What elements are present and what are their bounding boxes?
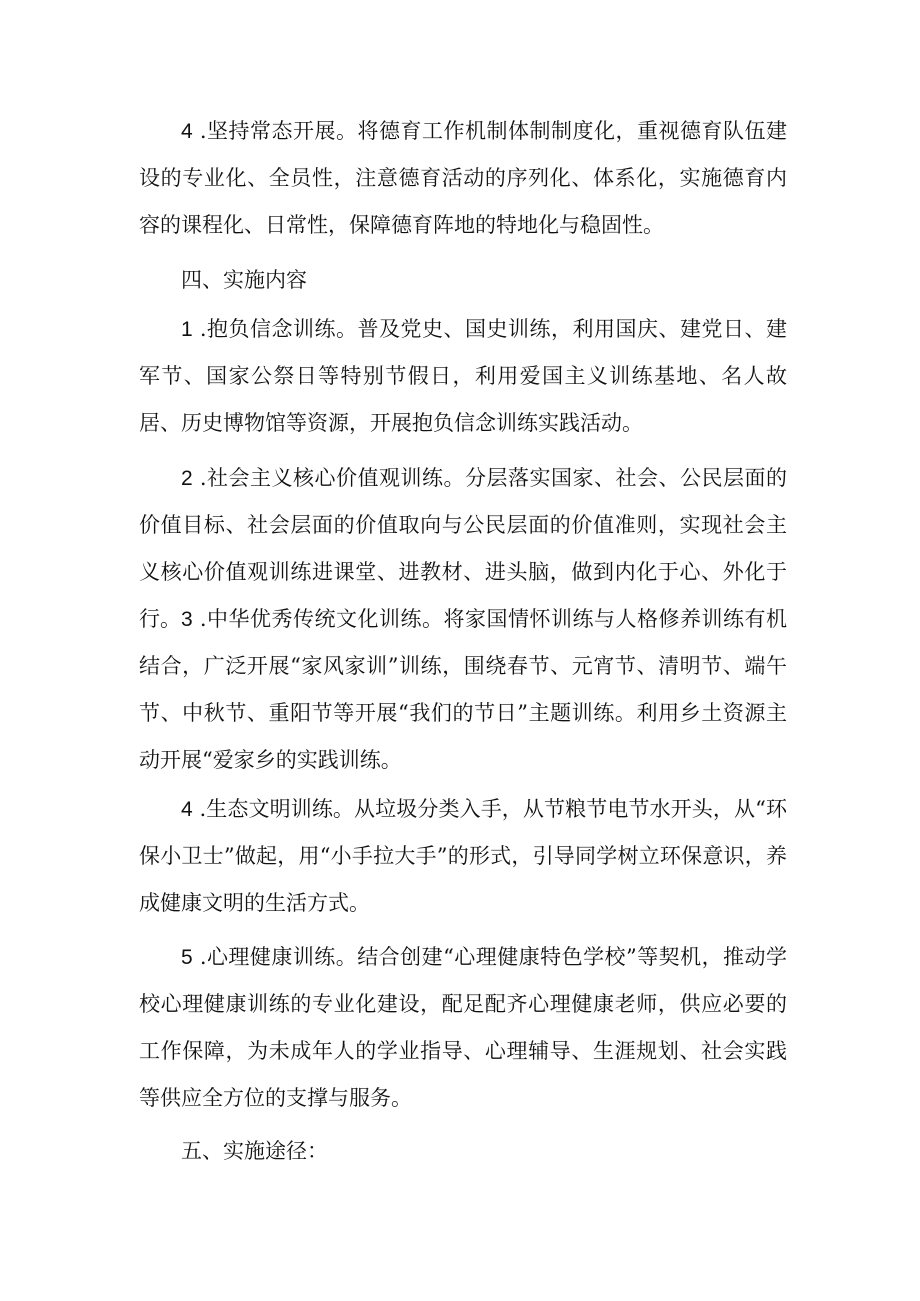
item-number: 1 (181, 318, 193, 341)
section-heading-implementation-approach: 五、实施途径： (181, 1139, 328, 1163)
item-number: 4 (181, 120, 193, 143)
item-number: 4 (181, 798, 193, 821)
paragraph-text: .心理健康训练。结合创建“心理健康特色学校”等契机，推动学校心理健康训练的专业化建设，配足配齐心理健康老师，供应必要的工作保障，为未成年人的学业指导、心理辅导、生涯规划、社会实践等供应全方位的支撑与服务。 (139, 945, 787, 1110)
item-number: 2 (181, 467, 193, 490)
section-heading-implementation-content: 四、实施内容 (181, 268, 307, 292)
paragraph-text: .坚持常态开展。将德育工作机制体制制度化，重视德育队伍建设的专业化、全员性，注意德育活动的序列化、体系化，实施德育内容的课程化、日常性，保障德育阵地的特地化与稳固性。 (139, 119, 787, 237)
paragraph-5-mental-health (139, 934, 787, 1122)
paragraph-text: .抱负信念训练。普及党史、国史训练，利用国庆、建党日、建军节、国家公祭日等特别节假日，利用爱国主义训练基地、名人故居、历史博物馆等资源，开展抱负信念训练实践活动。 (139, 317, 787, 435)
paragraph-1-ideal-belief (139, 306, 787, 447)
paragraph-3-traditional-culture (139, 596, 787, 784)
paragraph-4-persist-regular (139, 108, 787, 249)
paragraph-text: .中华优秀传统文化训练。将家国情怀训练与人格修养训练有机结合，广泛开展“家风家训”训练，围绕春节、元宵节、清明节、端午节、中秋节、重阳节等开展“我们的节日”主题训练。利用乡土资源主动开展“爱家乡的实践训练。 (139, 607, 787, 772)
item-number: 5 (181, 946, 193, 969)
paragraph-4-ecological (139, 786, 787, 927)
item-number: 3 (181, 608, 193, 631)
paragraph-text: .生态文明训练。从垃圾分类入手，从节粮节电节水开头，从“环保小卫士”做起，用“小手拉大手”的形式，引导同学树立环保意识，养成健康文明的生活方式。 (139, 797, 787, 915)
paragraph-text: .社会主义核心价值观训练。分层落实国家、社会、公民层面的价值目标、社会层面的价值取向与公民层面的价值准则，实现社会主义核心价值观训练进课堂、进教材、进头脑，做到内化于心、外化于行。 (139, 466, 787, 631)
